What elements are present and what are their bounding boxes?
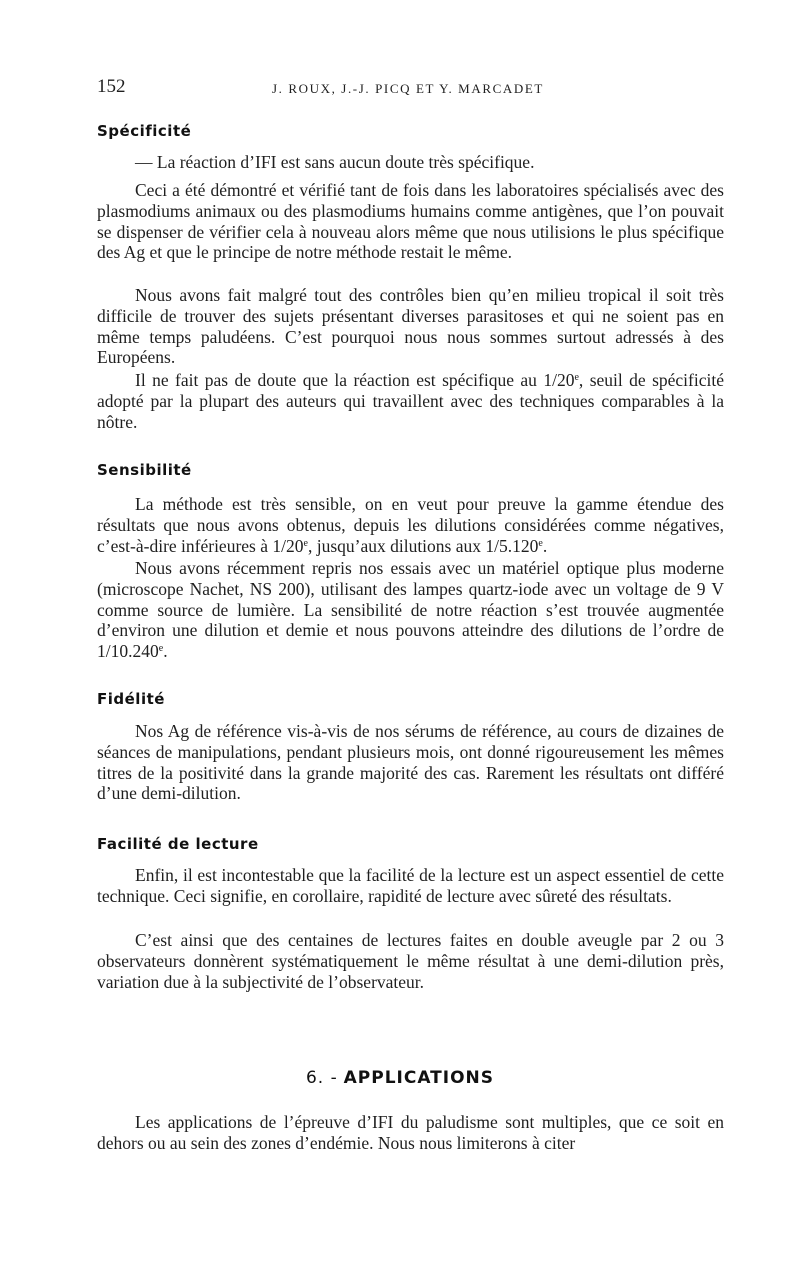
facilite-paragraph-1: Enfin, il est incontestable que la facilité de la lecture est un aspect essentiel de cette technique. Ceci signifie, en corollaire, rapidité de lecture avec sûreté des résultats. bbox=[97, 865, 724, 906]
specificite-paragraph-3: Nous avons fait malgré tout des contrôles bien qu’en milieu tropical il soit très difficile de trouver des sujets présentant diverses parasitoses et qui ne soient pas en même temps paludéens. C’est pourquoi nous nous sommes surtout adressés à des Européens. bbox=[97, 285, 724, 368]
heading-fidelite: Fidélité bbox=[97, 690, 165, 708]
applications-paragraph-1: Les applications de l’épreuve d’IFI du paludisme sont multiples, que ce soit en dehors ou au sein des zones d’endémie. Nous nous limiterons à citer bbox=[97, 1112, 724, 1153]
section-title-applications bbox=[0, 1068, 800, 1088]
sensibilite-paragraph-1: La méthode est très sensible, on en veut pour preuve la gamme étendue des résultats que nous avons obtenus, depuis les dilutions considérées comme négatives, c’est-à-dire inférieures à 1/20e, jusqu’aux dilutions aux 1/5.120e. bbox=[97, 494, 724, 556]
heading-facilite-de-lecture: Facilité de lecture bbox=[97, 835, 259, 853]
sensibilite-paragraph-2: Nous avons récemment repris nos essais avec un matériel optique plus moderne (microscope Nachet, NS 200), utilisant des lampes quartz-iode avec un voltage de 9 V comme source de lumière. La sensibilité de notre réaction s’est trouvée augmentée d’environ une dilution et demie et nous pouvons atteindre des dilutions de l’ordre de 1/10.240e. bbox=[97, 558, 724, 662]
section-name: APPLICATIONS bbox=[343, 1068, 495, 1088]
heading-sensibilite: Sensibilité bbox=[97, 461, 192, 479]
running-head: J. ROUX, J.-J. PICQ ET Y. MARCADET bbox=[272, 81, 544, 96]
specificite-paragraph-1: — La réaction d’IFI est sans aucun doute très spécifique. bbox=[135, 152, 535, 172]
section-number: 6. - bbox=[305, 1068, 338, 1088]
specificite-paragraph-2: Ceci a été démontré et vérifié tant de fois dans les laboratoires spécialisés avec des plasmodiums animaux ou des plasmodiums humains comme antigènes, que l’on pouvait se dispenser de vérifier cela à nouveau alors même que nous utilisions le plus spécifique des Ag et que le principe de notre méthode restait le même. bbox=[97, 180, 724, 263]
page-header bbox=[97, 76, 724, 104]
facilite-paragraph-2: C’est ainsi que des centaines de lectures faites en double aveugle par 2 ou 3 observateurs donnèrent systématiquement le même résultat à une demi-dilution près, variation due à la subjectivité de l’observateur. bbox=[97, 930, 724, 992]
page-number: 152 bbox=[97, 76, 126, 97]
fidelite-paragraph-1: Nos Ag de référence vis-à-vis de nos sérums de référence, au cours de dizaines de séances de manipulations, pendant plusieurs mois, ont donné rigoureusement les mêmes titres de la positivité dans la grande majorité des cas. Rarement les résultats ont différé d’une demi-dilution. bbox=[97, 721, 724, 804]
specificite-paragraph-4: Il ne fait pas de doute que la réaction est spécifique au 1/20e, seuil de spécificité adopté par la plupart des auteurs qui travaillent avec des techniques comparables à la nôtre. bbox=[97, 370, 724, 432]
heading-specificite: Spécificité bbox=[97, 122, 192, 140]
